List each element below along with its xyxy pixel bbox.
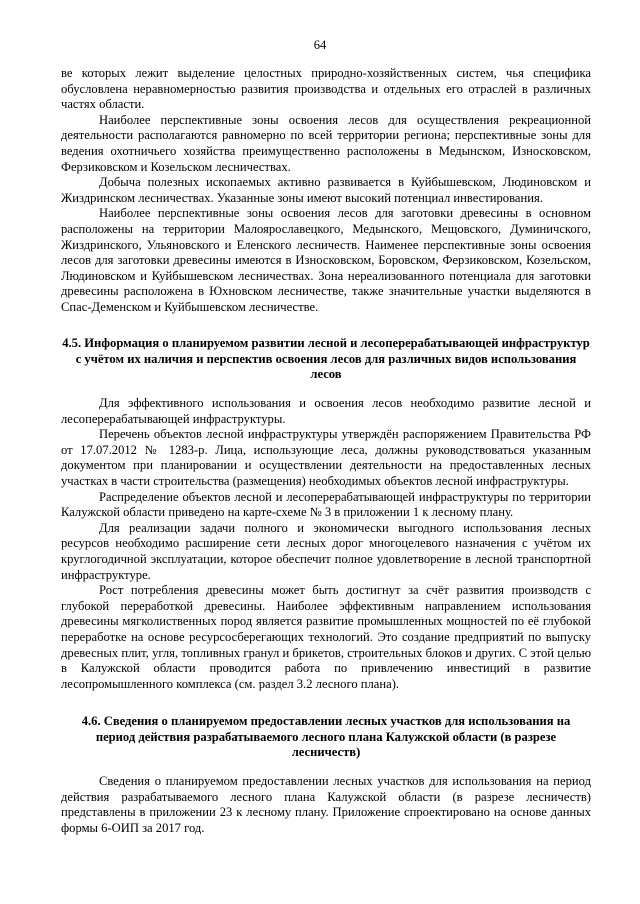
section-heading-4-5: 4.5. Информация о планируемом развитии лесной и лесоперерабатывающей инфраструктур с учётом их наличия и перспектив освоения лесов для различных видов использования лесов	[62, 336, 590, 382]
paragraph: Для эффективного использования и освоения лесов необходимо развитие лесной и лесоперерабатывающей инфраструктуры.	[61, 396, 591, 426]
paragraph: Наиболее перспективные зоны освоения лесов для заготовки древесины в основном расположены на территории Малоярославецкого, Медынского, Мещовского, Думиничского, Жиздринского, Ульяновского и Еленского лесничеств. Наименее перспективные зоны освоения лесов для заготовки древесины имеются в Износковском, Боровском, Ферзиковском, Козельском, Людиновском и Куйбышевском лесничествах. Зона нереализованного потенциала для заготовки древесины расположена в Юхновском лесничестве, также значительные участки выделяются в Спас-Деменском и Куйбышевском лесничестве.	[61, 206, 591, 314]
paragraph: Для реализации задачи полного и экономически выгодного использования лесных ресурсов необходимо расширение сети лесных дорог многоцелевого назначения с учётом их круглогодичной эксплуатации, которое обеспечит полное удовлетворение в лесной транспортной инфраструктуре.	[61, 520, 591, 582]
section-intro-text	[61, 66, 591, 316]
paragraph: Наиболее перспективные зоны освоения лесов для осуществления рекреационной деятельности располагаются равномерно по всей территории региона; перспективные зоны для ведения охотничьего хозяйства преимущественно расположены в Медынском, Износковском, Ферзиковском и Козельском лесничествах.	[61, 112, 591, 174]
section-4-5-text	[61, 396, 591, 692]
section-4-6-text	[61, 774, 591, 836]
paragraph: Распределение объектов лесной и лесоперерабатывающей инфраструктуры по территории Калужской области приведено на карте-схеме № 3 в приложении 1 к лесному плану.	[61, 489, 591, 520]
section-heading-4-6: 4.6. Сведения о планируемом предоставлении лесных участков для использования на период действия разрабатываемого лесного плана Калужской области (в разрезе лесничеств)	[81, 714, 571, 760]
paragraph: ве которых лежит выделение целостных природно-хозяйственных систем, чья специфика обусловлена неравномерностью развития производства и отдельных его отраслей в различных частях области.	[61, 66, 591, 112]
page-number: 64	[313, 38, 327, 52]
paragraph: Добыча полезных ископаемых активно развивается в Куйбышевском, Людиновском и Жиздринском лесничествах. Указанные зоны имеют высокий потенциал инвестирования.	[61, 175, 591, 205]
paragraph: Рост потребления древесины может быть достигнут за счёт развития производств с глубокой переработкой древесины. Наиболее эффективным направлением использования древесины мягколиственных пород является развитие промышленных мощностей по её глубокой переработке на основе ресурсосберегающих технологий. Это создание предприятий по выпуску древесных плит, угля, топливных гранул и брикетов, строительных блоков и других. С этой целью в Калужской области проводится работа по привлечению инвестиций в развитие лесопромышленного комплекса (см. раздел 3.2 лесного плана).	[61, 583, 591, 691]
paragraph: Перечень объектов лесной инфраструктуры утверждён распоряжением Правительства РФ от 17.07.2012 № 1283-р. Лица, использующие леса, должны руководствоваться указанным документом при планировании и осуществлении деятельности на предоставленных лесных участках в части строительства (размещения) необходимых объектов лесной инфраструктуры.	[61, 427, 591, 488]
paragraph: Сведения о планируемом предоставлении лесных участков для использования на период действия разрабатываемого лесного плана Калужской области (в разрезе лесничеств) представлены в приложении 23 к лесному плану. Приложение спроектировано на основе данных формы 6-ОИП за 2017 год.	[61, 774, 591, 835]
